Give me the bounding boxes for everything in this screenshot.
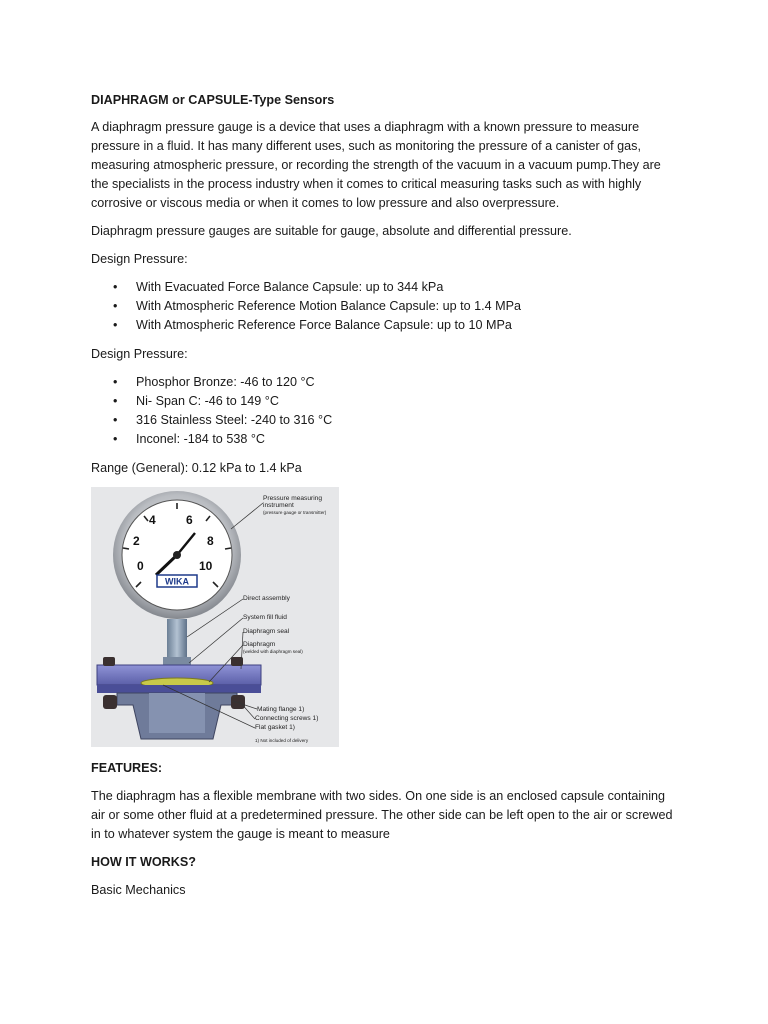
label-mating-flange: Mating flange 1)	[257, 706, 305, 713]
dial-number: 4	[149, 513, 156, 527]
list-item: • With Evacuated Force Balance Capsule: up to 344 kPa	[91, 278, 681, 297]
document-title: DIAPHRAGM or CAPSULE-Type Sensors	[91, 93, 335, 107]
list-item: • 316 Stainless Steel: -240 to 316 °C	[91, 411, 681, 430]
brand-logo: WIKA	[165, 576, 189, 587]
bullet-icon: •	[113, 280, 118, 294]
features-paragraph: The diaphragm has a flexible membrane with two sides. On one side is an enclosed capsule containing air or some other fluid at a predetermined pressure. The other side can be left open to the air or screwed in to whatever system the gauge is meant to measure	[91, 789, 673, 841]
basic-mechanics-heading: Basic Mechanics	[91, 883, 186, 897]
intro-paragraph: A diaphragm pressure gauge is a device that uses a diaphragm with a known pressure to measure pressure in a fluid. It has many different uses, such as monitoring the pressure of a canister of gas, measuring atmospheric pressure, or recording the strength of the vacuum in a vacuum pump.They are the specialists in the process industry when it comes to critical measuring tasks such as with highly corrosive or viscous media or when it comes to low pressure and also overpressure.	[91, 120, 661, 210]
design-pressure-list-2	[91, 373, 681, 449]
document-page	[91, 91, 681, 909]
list-item: • Ni- Span C: -46 to 149 °C	[91, 392, 681, 411]
bullet-icon: •	[113, 318, 118, 332]
dial-number: 10	[199, 559, 213, 573]
diaphragm-gauge-diagram	[91, 487, 339, 747]
dial-number: 8	[207, 534, 214, 548]
label-seal: Diaphragm seal	[243, 628, 290, 635]
design-pressure-heading-2: Design Pressure:	[91, 347, 188, 361]
label-diaphragm-sub: (welded with diaphragm seal)	[243, 649, 303, 654]
list-item: • Inconel: -184 to 538 °C	[91, 430, 681, 449]
features-heading: FEATURES:	[91, 761, 163, 775]
dial-number: 2	[133, 534, 140, 548]
label-instrument: Pressure measuring	[263, 495, 323, 502]
list-item: • With Atmospheric Reference Force Balance Capsule: up to 10 MPa	[91, 316, 681, 335]
label-fill-fluid: System fill fluid	[243, 614, 287, 621]
label-direct-assembly: Direct assembly	[243, 595, 290, 602]
suitability-paragraph: Diaphragm pressure gauges are suitable for gauge, absolute and differential pressure.	[91, 224, 572, 238]
label-diaphragm: Diaphragm	[243, 641, 276, 648]
how-it-works-heading: HOW IT WORKS?	[91, 855, 196, 869]
dial-number: 0	[137, 559, 144, 573]
bullet-icon: •	[113, 394, 118, 408]
list-item: • With Atmospheric Reference Motion Balance Capsule: up to 1.4 MPa	[91, 297, 681, 316]
label-footnote: 1) Not included of delivery	[255, 738, 309, 743]
bullet-icon: •	[113, 299, 118, 313]
list-item: • Phosphor Bronze: -46 to 120 °C	[91, 373, 681, 392]
bullet-icon: •	[113, 432, 118, 446]
bullet-icon: •	[113, 413, 118, 427]
label-gasket: Flat gasket 1)	[255, 724, 295, 731]
label-instrument-2: instrument	[263, 502, 294, 509]
bullet-icon: •	[113, 375, 118, 389]
label-screws: Connecting screws 1)	[255, 715, 319, 722]
label-instrument-sub: (pressure gauge or transmitter)	[263, 510, 327, 515]
range-paragraph: Range (General): 0.12 kPa to 1.4 kPa	[91, 461, 302, 475]
design-pressure-heading-1: Design Pressure:	[91, 252, 188, 266]
design-pressure-list-1	[91, 278, 681, 335]
dial-number: 6	[186, 513, 193, 527]
